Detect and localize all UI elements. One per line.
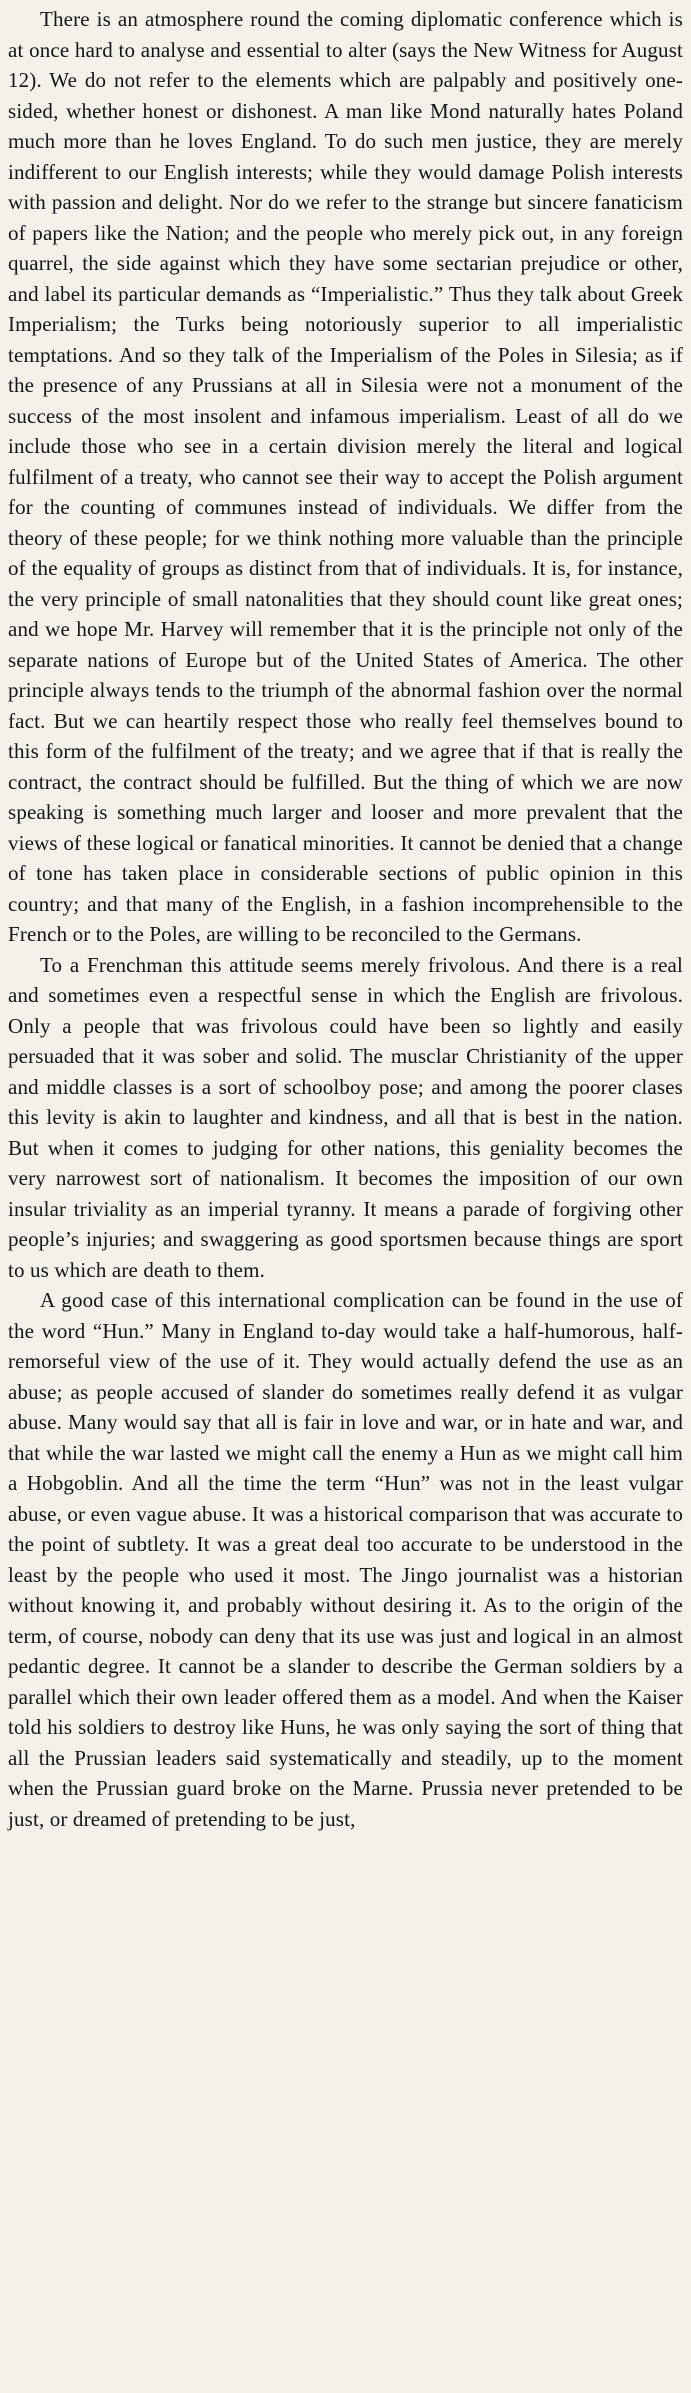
- article-paragraph-2: To a Frenchman this attitude seems merely frivolous. And there is a real and sometimes even a respectful sense in which the English are frivolous. Only a people that was frivolous could have been so lightly and easily persuaded that it was sober and solid. The musclar Christianity of the upper and middle classes is a sort of schoolboy pose; and among the poorer clases this levity is akin to laughter and kindness, and all that is best in the nation. But when it comes to judging for other nations, this geniality becomes the very narrowest sort of nationalism. It becomes the imposition of our own insular triviality as an imperial tyranny. It means a parade of forgiving other people’s injuries; and swaggering as good sportsmen because things are sport to us which are death to them.: [8, 952, 683, 1282]
- article-paragraph-1: There is an atmosphere round the coming diplomatic conference which is at once hard to analyse and essential to alter (says the New Witness for August 12). We do not refer to the elements which are palpably and positively one-sided, whether honest or dishonest. A man like Mond naturally hates Poland much more than he loves England. To do such men justice, they are merely indifferent to our English interests; while they would damage Polish interests with passion and delight. Nor do we refer to the strange but sincere fanaticism of papers like the Nation; and the people who merely pick out, in any foreign quarrel, the side against which they have some sectarian prejudice or other, and label its particular demands as “Imperialistic.” Thus they talk about Greek Imperialism; the Turks being notoriously superior to all imperialistic temptations. And so they talk of the Imperialism of the Poles in Silesia; as if the presence of any Prussians at all in Silesia were not a monument of the success of the most insolent and infamous imperialism. Least of all do we include those who see in a certain division merely the literal and logical fulfilment of a treaty, who cannot see their way to accept the Polish argument for the counting of communes instead of individuals. We differ from the theory of these people; for we think nothing more valuable than the principle of the equality of groups as distinct from that of individuals. It is, for instance, the very principle of small natonalities that they should count like great ones; and we hope Mr. Harvey will remember that it is the principle not only of the separate nations of Europe but of the United States of America. The other principle always tends to the triumph of the abnormal fashion over the normal fact. But we can heartily respect those who really feel themselves bound to this form of the fulfilment of the treaty; and we agree that if that is really the contract, the contract should be fulfilled. But the thing of which we are now speaking is something much larger and looser and more prevalent that the views of these logical or fanatical minorities. It cannot be denied that a change of tone has taken place in considerable sections of public opinion in this country; and that many of the English, in a fashion incomprehensible to the French or to the Poles, are willing to be reconciled to the Germans.: [8, 7, 683, 946]
- article-paragraph-3: A good case of this international complication can be found in the use of the word “Hun.” Many in England to-day would take a half-humorous, half-remorseful view of the use of it. They would actually defend the use as an abuse; as people accused of slander do sometimes really defend it as vulgar abuse. Many would say that all is fair in love and war, or in hate and war, and that while the war lasted we might call the enemy a Hun as we might call him a Hobgoblin. And all the time the term “Hun” was not in the least vulgar abuse, or even vague abuse. It was a historical comparison that was accurate to the point of subtlety. It was a great deal too accurate to be understood in the least by the people who used it most. The Jingo journalist was a historian without knowing it, and probably without desiring it. As to the origin of the term, of course, nobody can deny that its use was just and logical in an almost pedantic degree. It cannot be a slander to describe the German soldiers by a parallel which their own leader offered them as a model. And when the Kaiser told his soldiers to destroy like Huns, he was only saying the sort of thing that all the Prussian leaders said systematically and steadily, up to the moment when the Prussian guard broke on the Marne. Prussia never pretended to be just, or dreamed of pretending to be just,: [8, 1288, 683, 1831]
